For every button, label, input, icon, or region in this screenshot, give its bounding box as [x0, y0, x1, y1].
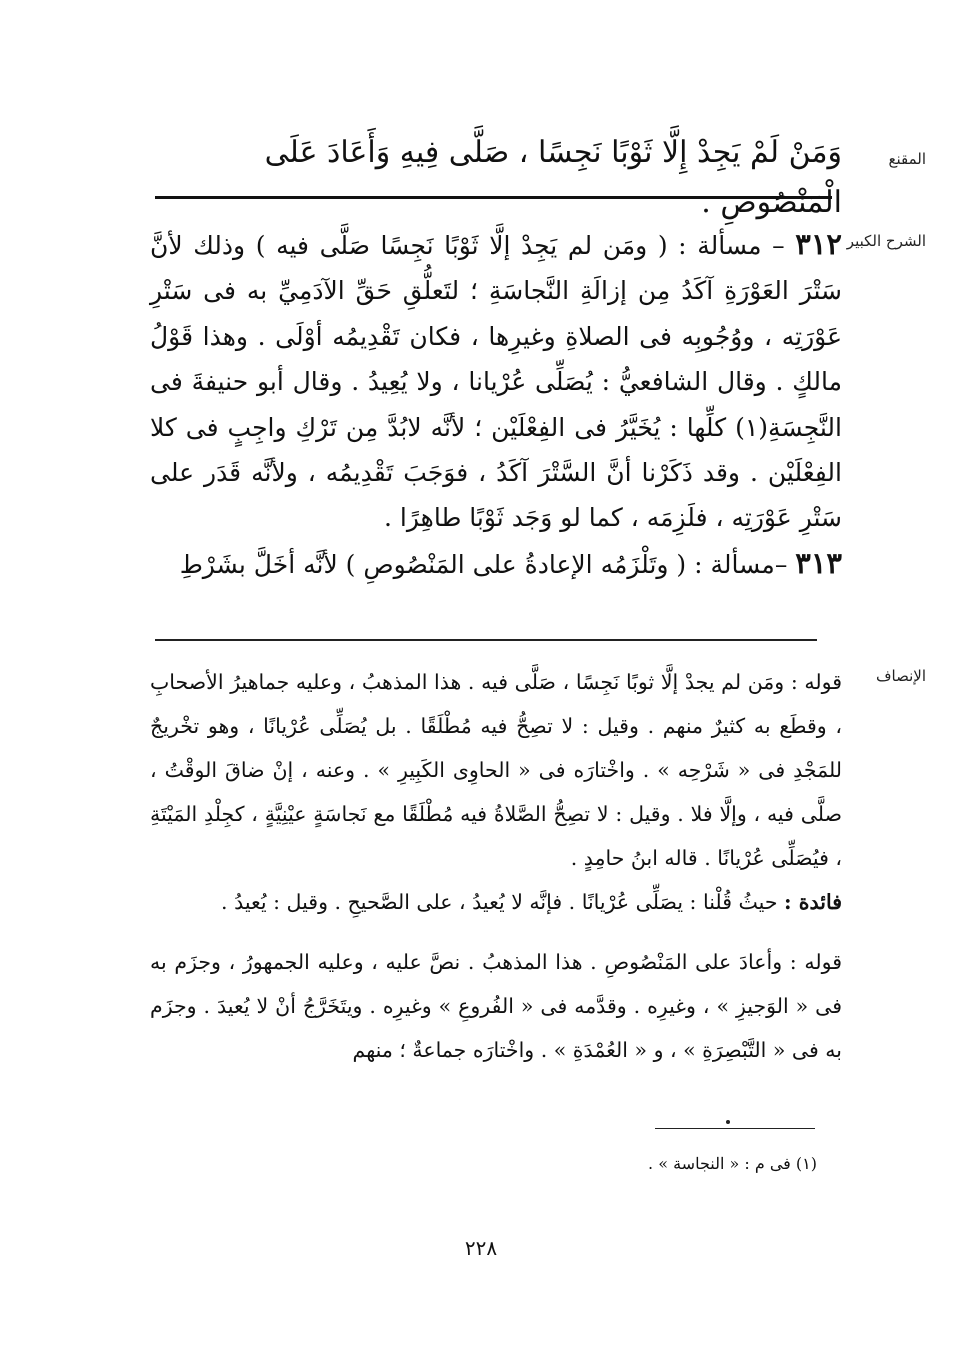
- footnote-marker-dot: [726, 1120, 730, 1124]
- section-label-muqni: المقنع: [888, 150, 926, 168]
- insaf-paragraph-1: قوله : ومَن لم يجدْ إلَّا ثوبًا نَجِسًا ، صَلَّى فيه . هذا المذهبُ ، وعليه جماهيرُ الأصحابِ ، وقطَع به كثيرٌ منهم . وقيل : لا تصِحُّ فيه مُطْلَقًا . بل يُصَلِّى عُرْيانًا ، وهو تخْريجٌ للمَجْدِ فى « شَرْحِه » . واخْتارَه فى « الحاوِى الكَبِيرِ » . وعنه ، إنْ ضاقَ الوقْتُ ، صلَّى فيه ، وإلَّا فلا . وقيل : لا تصِحُّ الصَّلاةُ فيه مُطْلَقًا مع نَجاسَةٍ عيْنِيَّةٍ ، كجِلْدِ المَيْتَةِ ، فيُصَلِّى عُرْيانًا . قاله ابنُ حامِدٍ .: [150, 670, 842, 870]
- issue-312: [150, 222, 842, 541]
- footnote-divider: [655, 1128, 815, 1129]
- footnote: (١) فى م : « النجاسة » .: [648, 1154, 817, 1173]
- page-number: ٢٢٨: [464, 1236, 498, 1260]
- issue-313: [150, 541, 842, 587]
- thin-divider: [155, 639, 817, 641]
- section-label-insaf: الإنصاف: [875, 667, 926, 685]
- issue-text-313: –مسألة : ( وتَلْزَمُه الإعادةُ على المَنْصُوصِ ) لأنَّه أخَلَّ بشَرْطِ: [179, 549, 796, 579]
- heavy-divider: [155, 196, 832, 199]
- insaf-body: [150, 660, 842, 1072]
- issue-number-312: ٣١٢: [795, 227, 842, 261]
- paragraph-gap: [150, 924, 842, 940]
- issue-number-313: ٣١٣: [795, 545, 842, 580]
- benefit-label: فائدة :: [784, 890, 842, 914]
- benefit-text: حيثُ قُلْنا : يصَلِّى عُرْيانًا . فإنَّه لا يُعيدُ ، على الصَّحيحِ . وقيل : يُعيدُ .: [221, 890, 785, 914]
- issue-text-312: – مسألة : ( ومَن لم يَجِدْ إلَّا ثَوْبًا نَجِسًا صَلَّى فيه ) وذلك لأنَّ سَتْرَ العَوْرَةِ آكَدُ مِن إزالَةِ النَّجاسَةِ ؛ لتَعلُّقِ حَقِّ الآدَمِيِّ به فى سَتْرِ عَوْرَتِه ، ووُجُوبِه فى الصلاةِ وغيرِها ، فكان تَقْدِيمُه أوْلَى . وهذا قَوْلُ مالكٍ . وقال الشافعيُّ : يُصَلِّى عُرْيانا ، ولا يُعِيدُ . وقال أبو حنيفةَ فى النَّجِسَةِ(١) كلِّها : يُخَيَّرُ فى الفِعْلَيْن ؛ لأنَّه لابُدَّ مِن تَرْكِ واجِبٍ فى كلا الفِعْلَيْن . وقد ذَكَرْنا أنَّ السَّتْرَ آكَدُ ، فوَجَبَ تَقْدِيمُه ، ولأنَّه قَدَر على سَتْرِ عَوْرَتِه ، فلَزِمَه ، كما لو وَجَد ثَوْبًا طاهِرًا .: [150, 231, 842, 533]
- section-label-sharh: الشرح الكبير: [846, 232, 926, 250]
- insaf-paragraph-3: قوله : وأعادَ على المَنْصُوصِ . هذا المذهبُ . نصَّ عليه ، وعليه الجمهورُ ، وجزَم به فى « الوَجيزِ » ، وغيرِه . وقدَّمه فى « الفُروعِ » وغيرِه . ويتَخَرَّجُ أنْ لا يُعيدَ . وجزَم به فى « التَّبْصِرَةِ » ، و « العُمْدَةِ » . واخْتارَه جماعةٌ ؛ منهم: [150, 950, 842, 1062]
- insaf-paragraph-2: [150, 880, 842, 924]
- muqni-text: وَمَنْ لَمْ يَجِدْ إِلَّا ثَوْبًا نَجِسًا ، صَلَّى فِيهِ وَأَعَادَ عَلَى الْمَنْصُوصِ .: [264, 135, 842, 220]
- sharh-body: [150, 222, 842, 587]
